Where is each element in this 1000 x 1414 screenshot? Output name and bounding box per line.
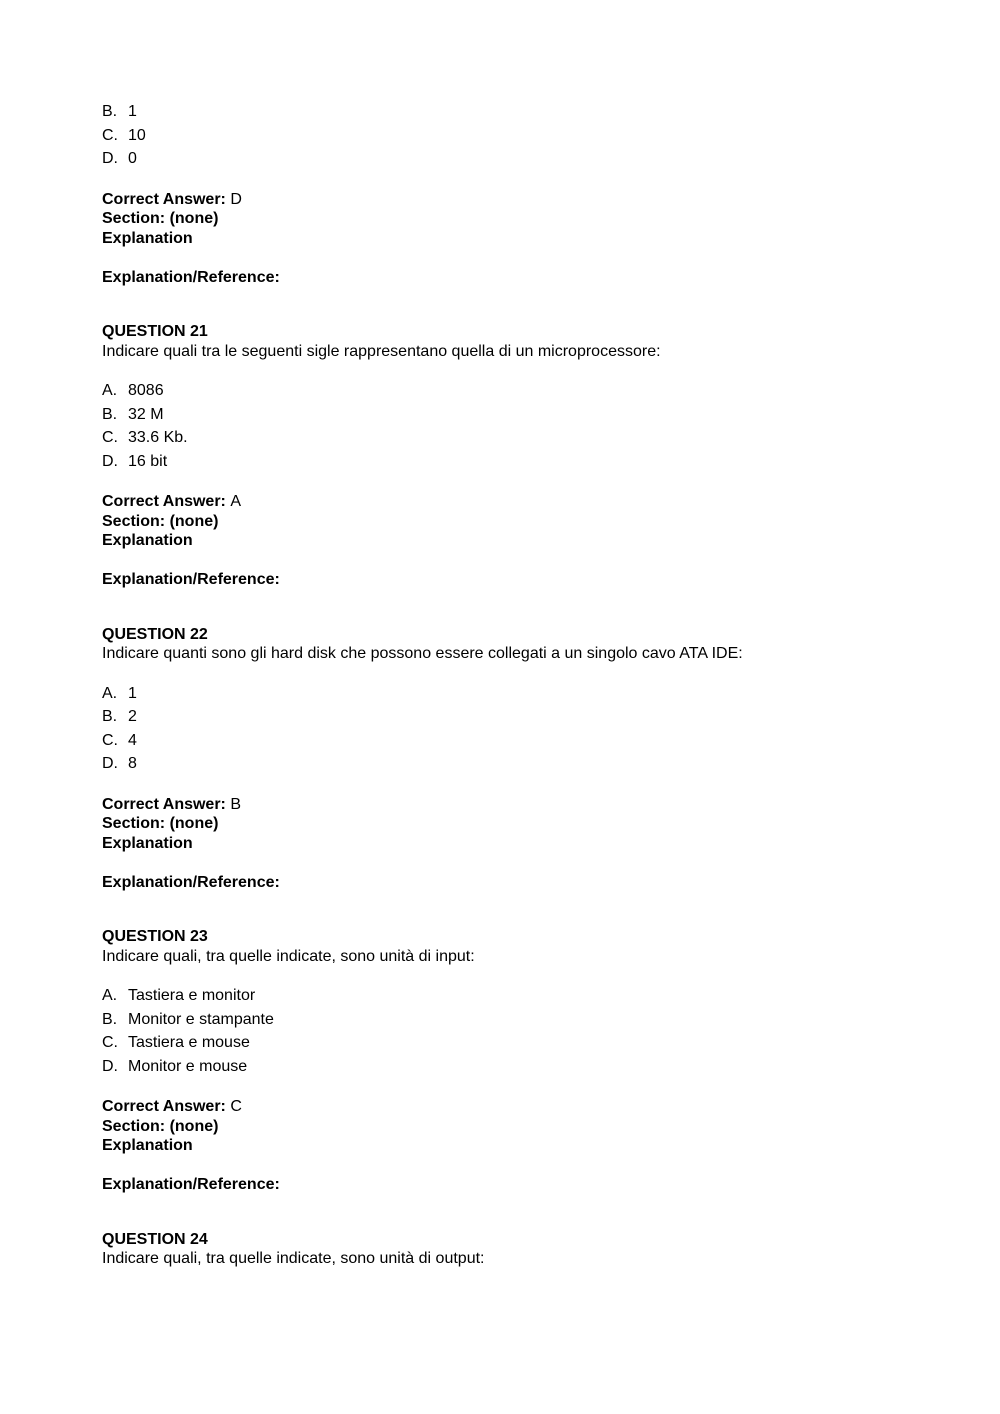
option-letter: C. bbox=[102, 429, 118, 446]
option-letter: C. bbox=[102, 126, 118, 144]
explanation-reference: Explanation/Reference: bbox=[102, 571, 280, 588]
option-letter: B. bbox=[102, 1010, 118, 1028]
explanation-reference: Explanation/Reference: bbox=[102, 268, 280, 286]
option-d bbox=[102, 754, 922, 778]
correct-answer-value: B bbox=[230, 795, 242, 813]
option-d bbox=[102, 1057, 922, 1081]
correct-answer: Correct Answer: D bbox=[102, 190, 242, 208]
option-b bbox=[102, 1010, 922, 1034]
section-label: Section: (none) bbox=[102, 815, 219, 832]
option-text: 8 bbox=[128, 755, 137, 772]
correct-answer: Correct Answer: C bbox=[102, 1098, 242, 1115]
option-c bbox=[102, 126, 922, 150]
option-letter: D. bbox=[102, 755, 118, 772]
option-letter: A. bbox=[102, 987, 118, 1004]
option-letter: B. bbox=[102, 405, 118, 423]
correct-answer-value: A bbox=[230, 493, 242, 510]
option-text: 1 bbox=[128, 103, 137, 120]
section-label: Section: (none) bbox=[102, 512, 219, 530]
option-text: Tastiera e mouse bbox=[128, 1034, 250, 1051]
question-text: Indicare quali tra le seguenti sigle rappresentano quella di un microprocessore: bbox=[102, 342, 661, 360]
option-letter: B. bbox=[102, 708, 118, 725]
option-letter: D. bbox=[102, 150, 118, 167]
option-letter: D. bbox=[102, 452, 118, 470]
option-d bbox=[102, 452, 922, 476]
correct-answer: Correct Answer: A bbox=[102, 493, 242, 510]
option-d bbox=[102, 149, 922, 173]
explanation-label: Explanation bbox=[102, 229, 193, 247]
question-text: Indicare quali, tra quelle indicate, sono unità di input: bbox=[102, 947, 475, 965]
option-c bbox=[102, 731, 922, 755]
option-text: 0 bbox=[128, 150, 137, 167]
question-text: Indicare quali, tra quelle indicate, sono unità di output: bbox=[102, 1250, 485, 1267]
option-letter: C. bbox=[102, 1034, 118, 1051]
option-b bbox=[102, 102, 922, 126]
correct-answer-value: C bbox=[230, 1098, 242, 1115]
option-c bbox=[102, 428, 922, 452]
option-letter: D. bbox=[102, 1057, 118, 1075]
option-text: 1 bbox=[128, 684, 137, 702]
explanation-label: Explanation bbox=[102, 1137, 193, 1154]
option-letter: C. bbox=[102, 731, 118, 749]
option-letter: A. bbox=[102, 684, 118, 702]
option-letter: A. bbox=[102, 382, 118, 399]
section-label: Section: (none) bbox=[102, 1117, 219, 1135]
explanation-reference: Explanation/Reference: bbox=[102, 873, 280, 891]
option-text: Monitor e stampante bbox=[128, 1010, 274, 1028]
option-text: 4 bbox=[128, 731, 137, 749]
question-text: Indicare quanti sono gli hard disk che possono essere collegati a un singolo cavo ATA IDE: bbox=[102, 645, 743, 662]
option-letter: B. bbox=[102, 103, 118, 120]
question-title: QUESTION 23 bbox=[102, 928, 208, 945]
question-title: QUESTION 21 bbox=[102, 323, 208, 340]
option-text: Monitor e mouse bbox=[128, 1057, 248, 1075]
option-c bbox=[102, 1033, 922, 1057]
explanation-label: Explanation bbox=[102, 532, 193, 549]
question-title: QUESTION 24 bbox=[102, 1230, 208, 1248]
option-a bbox=[102, 986, 922, 1010]
document-page bbox=[102, 102, 922, 1269]
prev-question-options bbox=[102, 102, 922, 173]
option-text: 33.6 Kb. bbox=[128, 429, 188, 446]
explanation-label: Explanation bbox=[102, 834, 193, 852]
question-title: QUESTION 22 bbox=[102, 625, 208, 643]
option-text: 10 bbox=[128, 126, 146, 144]
option-text: 8086 bbox=[128, 382, 164, 399]
option-a bbox=[102, 684, 922, 708]
option-text: 32 M bbox=[128, 405, 164, 423]
option-text: Tastiera e monitor bbox=[128, 987, 256, 1004]
option-b bbox=[102, 707, 922, 731]
option-b bbox=[102, 405, 922, 429]
option-text: 2 bbox=[128, 708, 137, 725]
correct-answer: Correct Answer: B bbox=[102, 795, 242, 813]
section-label: Section: (none) bbox=[102, 210, 219, 227]
option-a bbox=[102, 381, 922, 405]
explanation-reference: Explanation/Reference: bbox=[102, 1176, 280, 1193]
correct-answer-value: D bbox=[230, 190, 242, 208]
option-text: 16 bit bbox=[128, 452, 168, 470]
